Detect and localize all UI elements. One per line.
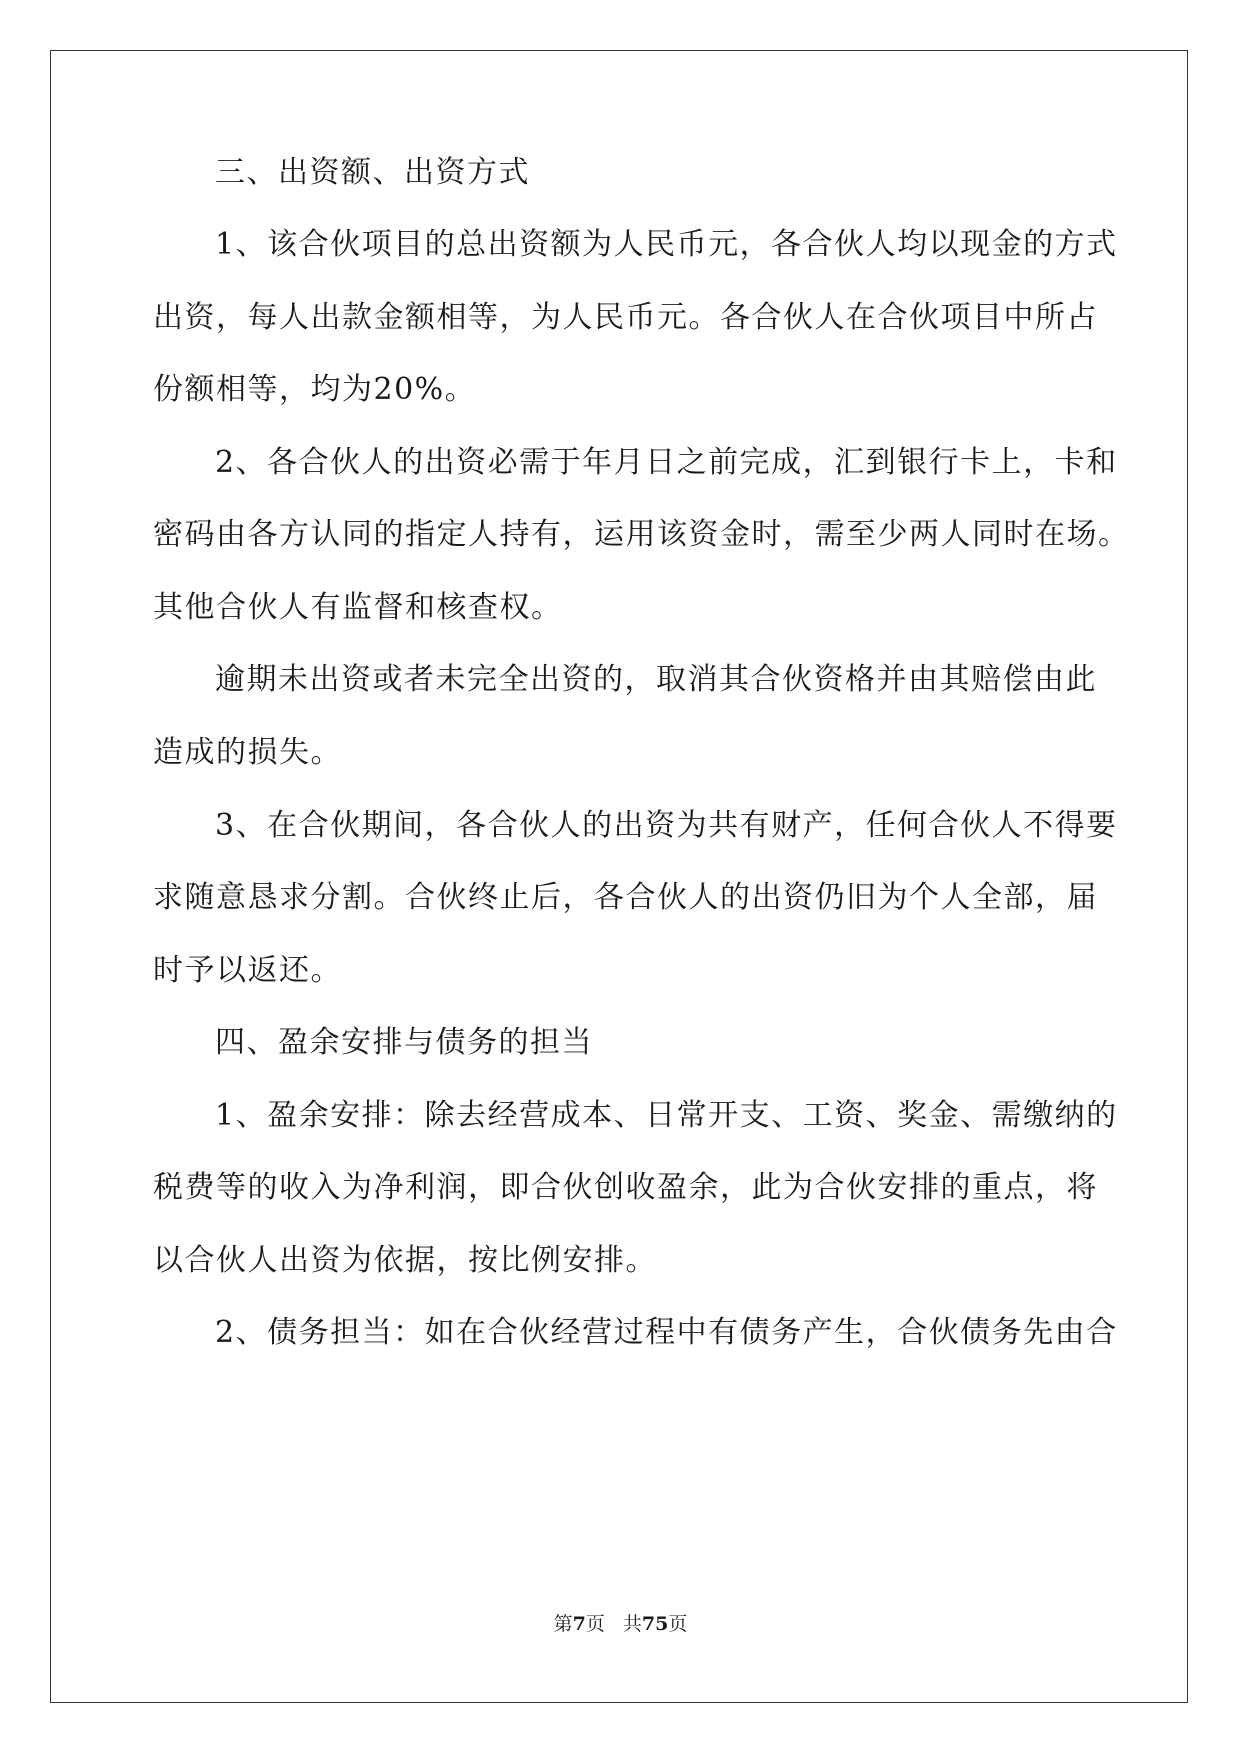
page-suffix: 页: [585, 1613, 605, 1635]
page-number: 7: [572, 1613, 586, 1635]
paragraph-line: 逾期未出资或者未完全出资的，取消其合伙资格并由其赔偿由此: [215, 662, 1097, 697]
section-heading-4: 四、盈余安排与债务的担当: [215, 1025, 593, 1060]
paragraph-line: 税费等的收入为净利润，即合伙创收盈余，此为合伙安排的重点，将: [153, 1170, 1098, 1205]
paragraph-line: 密码由各方认同的指定人持有，运用该资金时，需至少两人同时在场。: [153, 517, 1130, 552]
paragraph-line: 份额相等，均为20%。: [153, 372, 477, 407]
paragraph-line: 时予以返还。: [153, 953, 342, 988]
paragraph-line: 以合伙人出资为依据，按比例安排。: [153, 1243, 657, 1278]
total-pages: 75: [641, 1613, 669, 1635]
paragraph-line: 其他合伙人有监督和核查权。: [153, 590, 563, 625]
paragraph-line: 2、各合伙人的出资必需于年月日之前完成，汇到银行卡上，卡和: [215, 445, 1118, 480]
total-suffix: 页: [668, 1613, 688, 1635]
paragraph-line: 出资，每人出款金额相等，为人民币元。各合伙人在合伙项目中所占: [153, 300, 1098, 335]
section-heading-3: 三、出资额、出资方式: [215, 155, 530, 190]
page-footer: [0, 1612, 1241, 1636]
paragraph-line: 1、该合伙项目的总出资额为人民币元，各合伙人均以现金的方式: [215, 227, 1118, 262]
paragraph-line: 1、盈余安排：除去经营成本、日常开支、工资、奖金、需缴纳的: [215, 1098, 1118, 1133]
paragraph-line: 3、在合伙期间，各合伙人的出资为共有财产，任何合伙人不得要: [215, 808, 1118, 843]
total-prefix: 共: [622, 1613, 642, 1635]
paragraph-line: 2、债务担当：如在合伙经营过程中有债务产生，合伙债务先由合: [215, 1315, 1118, 1350]
paragraph-line: 造成的损失。: [153, 735, 342, 770]
paragraph-line: 求随意恳求分割。合伙终止后，各合伙人的出资仍旧为个人全部，届: [153, 880, 1098, 915]
page-prefix: 第: [553, 1613, 573, 1635]
